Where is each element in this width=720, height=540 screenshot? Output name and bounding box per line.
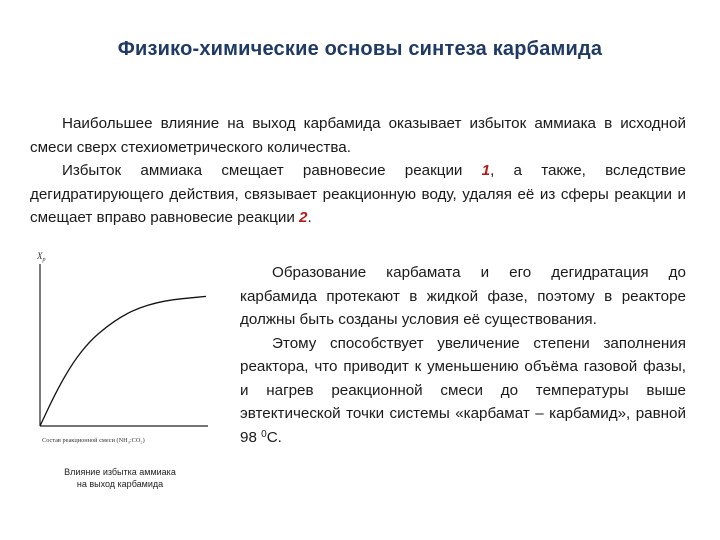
yield-curve [40,296,206,426]
reaction-number-2: 2 [299,209,308,226]
yield-chart [28,246,218,456]
chart-caption [40,466,200,490]
caption-line-1: Влияние избытка аммиака [64,467,176,477]
intro-paragraph-2 [30,159,686,230]
intro-text-b: , а также, вследствие дегидратирующего действия, связывает реакционную воду, удаляя её из сферы реакции и смещает вправо равновесие реакции [30,162,687,226]
y-axis-label: $X_p$ [37,251,46,263]
right-text-a: Этому способствует увеличение степени заполнения реактора, что приводит к уменьшению объёма газовой фазы, и нагрев реакционной смеси до температуры выше эвтектической точки системы «карбамат – карбамид», равной 98 [240,334,686,446]
intro-text-a: Избыток аммиака смещает равновесие реакции [62,162,482,179]
right-text-end: С. [266,428,282,446]
degree-mark: 0 [261,428,267,440]
caption-line-2: на выход карбамида [76,479,164,489]
right-paragraph-2 [240,332,686,450]
right-paragraph-1: Образование карбамата и его дегидратация до карбамида протекают в жидкой фазе, поэтому в реакторе должны быть созданы условия её существования. [240,264,686,328]
x-axis-label: Состав реакционной смеси (NH₃:CO₂) [42,437,145,444]
slide-title: Физико-химические основы синтеза карбамида [117,38,603,60]
intro-text [30,112,686,230]
intro-paragraph-1: Наибольшее влияние на выход карбамида оказывает избыток аммиака в исходной смеси сверх стехиометрического количества. [30,115,686,156]
right-text [240,261,686,449]
intro-text-c: . [307,209,312,226]
reaction-number-1: 1 [481,162,491,179]
